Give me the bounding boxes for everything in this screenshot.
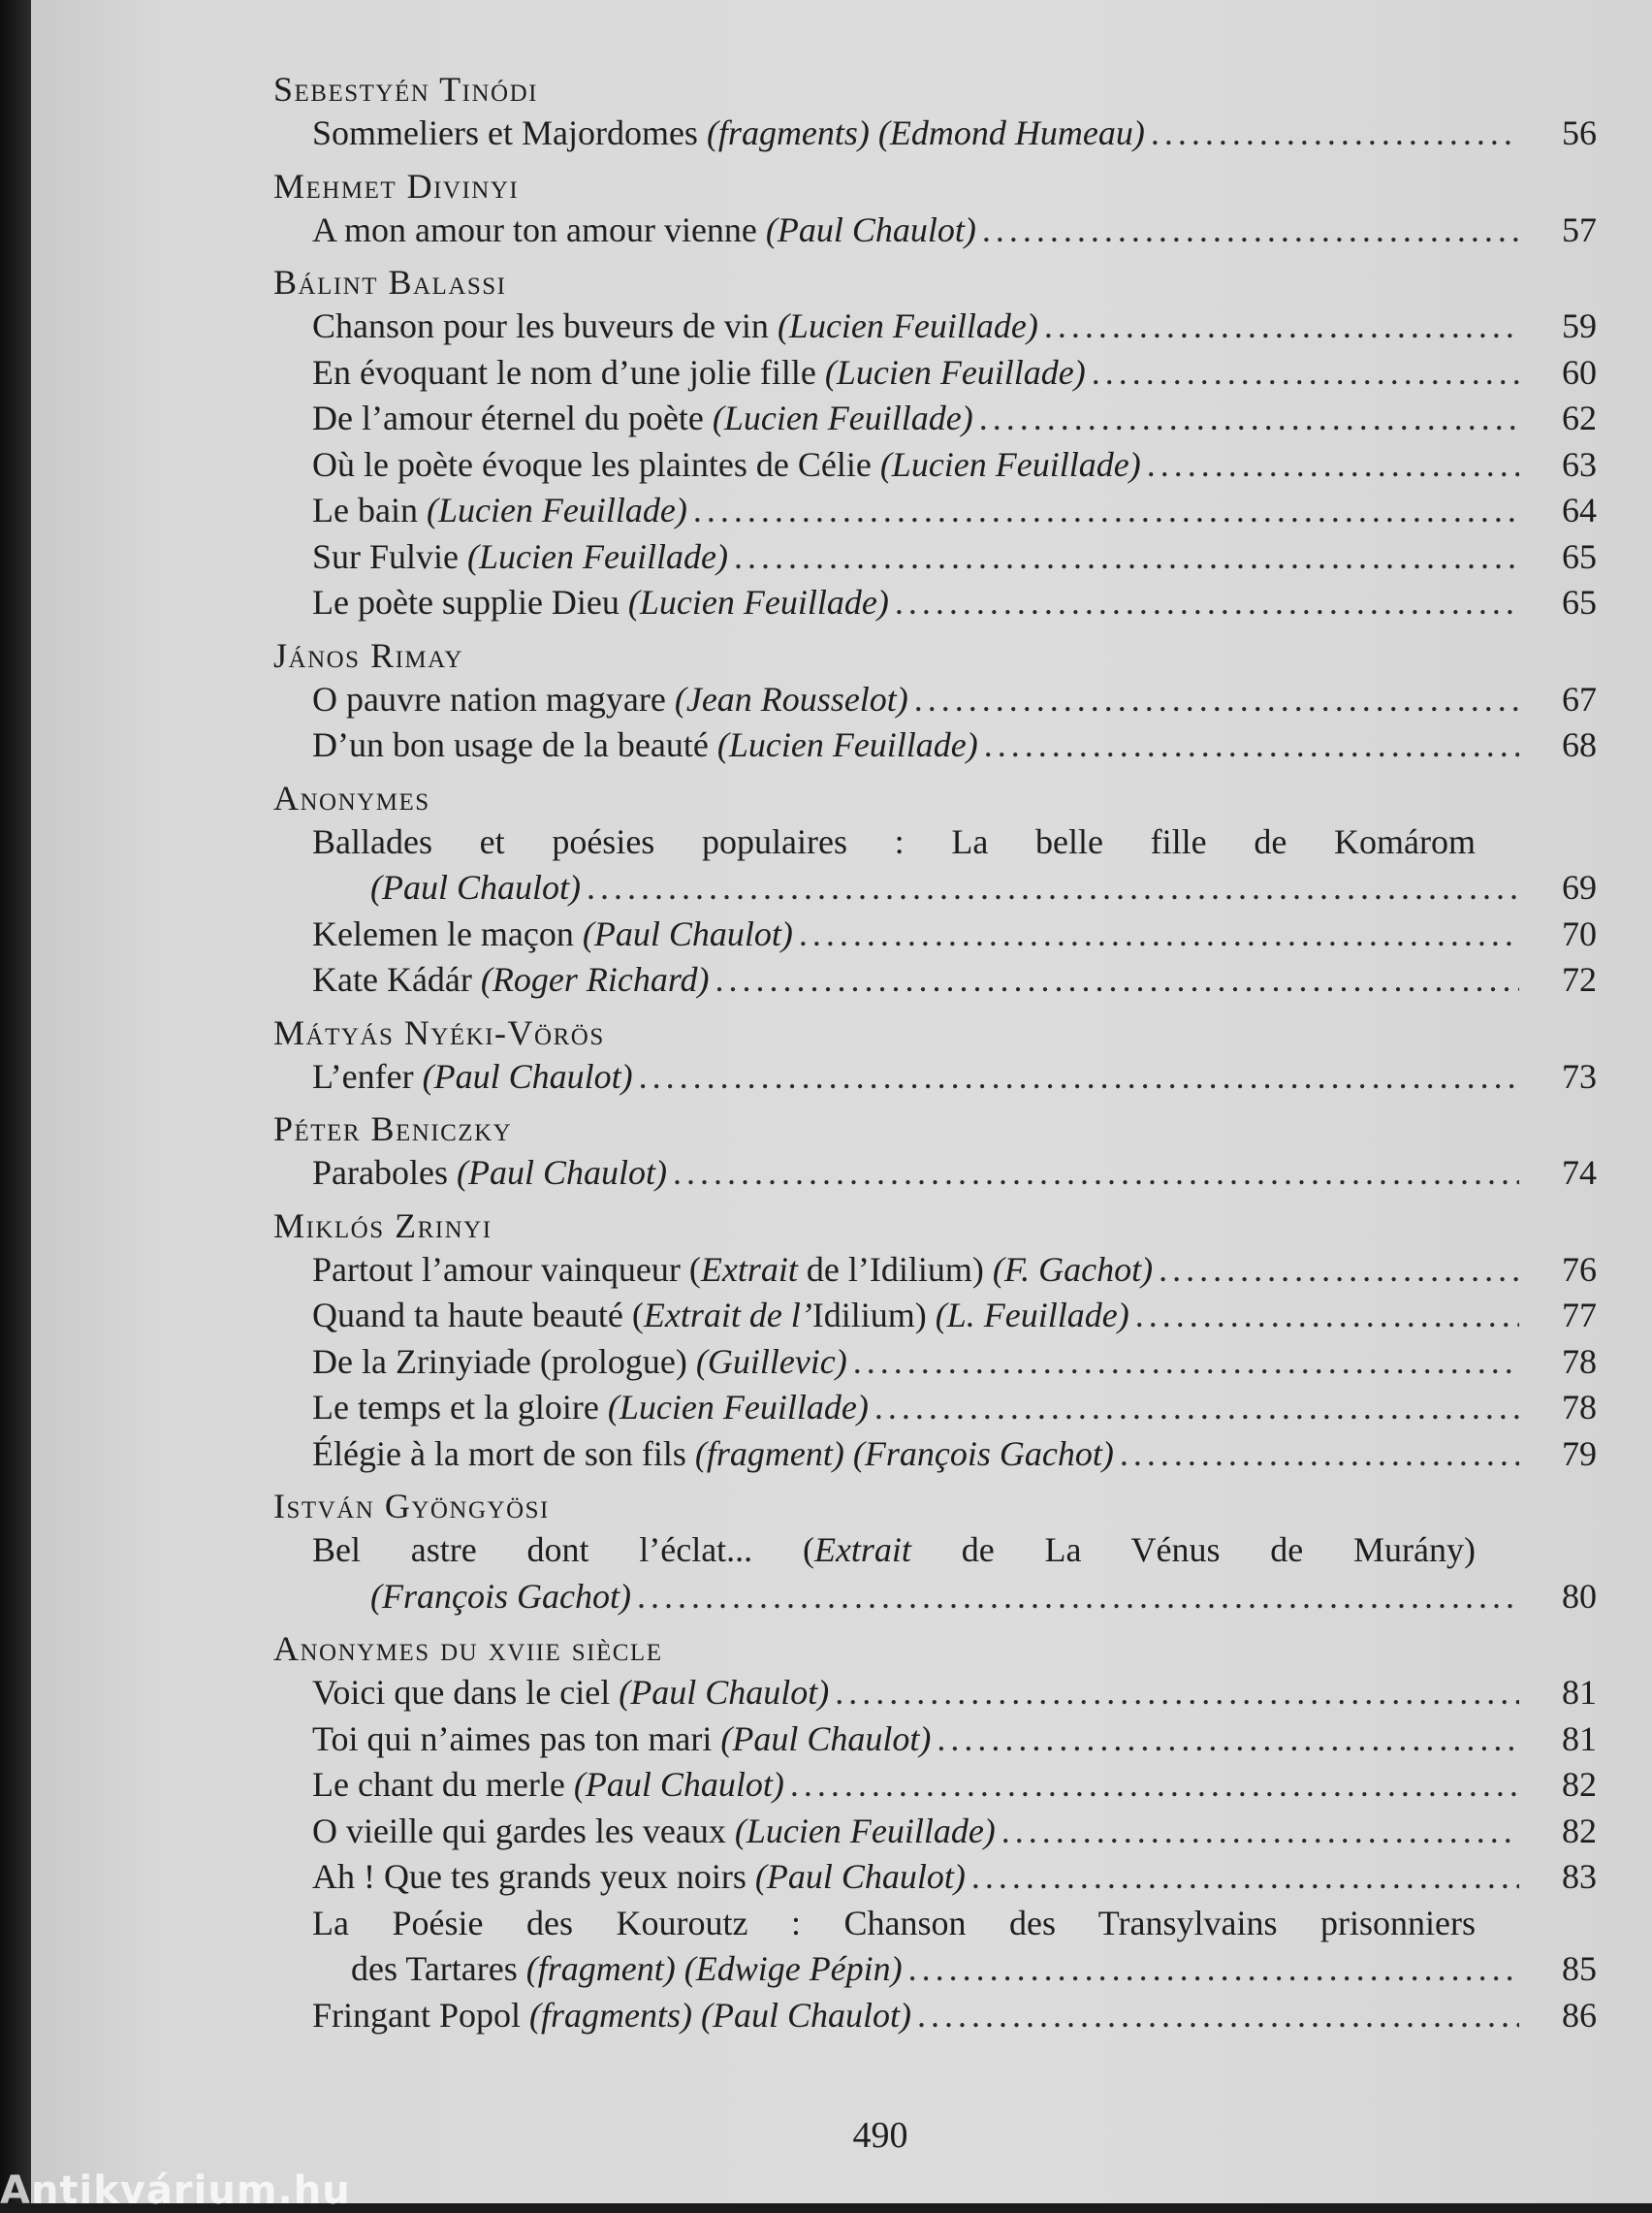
- toc-entry: Voici que dans le ciel (Paul Chaulot) . . . 81: [273, 1670, 1597, 1716]
- page-number: 73: [1562, 1056, 1597, 1096]
- toc-entry: Ah ! Que tes grands yeux noirs (Paul Chaulot) . . . 83: [273, 1854, 1597, 1901]
- page-number: 81: [1562, 1718, 1597, 1758]
- page-number: 67: [1562, 679, 1597, 719]
- page-number: 78: [1562, 1341, 1597, 1381]
- toc-entry: Kelemen le maçon (Paul Chaulot) . . . 70: [273, 912, 1597, 958]
- toc-entry-line: Ballades et poésies populaires : La belle fille de Komárom: [312, 821, 1476, 861]
- page-number: 62: [1562, 399, 1597, 437]
- page-number: 80: [1562, 1576, 1597, 1616]
- page-number: 81: [1562, 1673, 1597, 1712]
- toc-entry: D’un bon usage de la beauté (Lucien Feuillade) . . . 68: [273, 722, 1597, 769]
- toc-entry: De l’amour éternel du poète (Lucien Feuillade) . . . 62: [273, 396, 1597, 442]
- toc-entry: Élégie à la mort de son fils (fragment) (François Gachot) . . . 79: [273, 1431, 1597, 1478]
- page-number: 82: [1562, 1811, 1597, 1850]
- page-number: 83: [1562, 1857, 1597, 1896]
- toc-author: Anonymes du xviie siècle: [273, 1629, 663, 1668]
- page-number: 72: [1562, 960, 1597, 999]
- page-number: 82: [1562, 1765, 1597, 1804]
- toc-entry: De la Zrinyiade (prologue) (Guillevic) . . . 78: [273, 1339, 1597, 1386]
- toc-entry: Sommeliers et Majordomes (fragments) (Edmond Humeau) . . . 56: [273, 111, 1597, 157]
- toc-entry: Le chant du merle (Paul Chaulot) . . . 82: [273, 1762, 1597, 1809]
- page-number: 68: [1562, 725, 1597, 764]
- page-number: 76: [1562, 1249, 1597, 1289]
- table-of-contents: [273, 68, 1597, 2038]
- page-number: 65: [1562, 536, 1597, 576]
- toc-entry: O vieille qui gardes les veaux (Lucien Feuillade) . . . 82: [273, 1809, 1597, 1855]
- toc-author: Bálint Balassi: [273, 263, 507, 302]
- toc-entry: A mon amour ton amour vienne (Paul Chaulot) . . . 57: [273, 208, 1597, 254]
- page-number: 60: [1562, 352, 1597, 392]
- toc-author: Sebestyén Tinódi: [273, 70, 538, 109]
- toc-entry: (Paul Chaulot) . . . 69: [273, 865, 1597, 912]
- toc-entry: Paraboles (Paul Chaulot) . . . 74: [273, 1150, 1597, 1197]
- toc-entry: des Tartares (fragment) (Edwige Pépin) . . . 85: [273, 1946, 1597, 1993]
- page-number: 74: [1562, 1153, 1597, 1192]
- toc-author: Mehmet Divinyi: [273, 166, 520, 206]
- toc-entry: L’enfer (Paul Chaulot) . . . 73: [273, 1054, 1597, 1101]
- toc-author: Mátyás Nyéki-Vörös: [273, 1012, 605, 1052]
- page-number: 70: [1562, 914, 1597, 953]
- toc-entry-line: Bel astre dont l’éclat... (Extrait de La Vénus de Murány): [312, 1530, 1477, 1569]
- page-number: 63: [1562, 444, 1597, 484]
- page-number: 79: [1562, 1433, 1597, 1473]
- page-number: 86: [1562, 1995, 1597, 2035]
- toc-entry: Quand ta haute beauté (Extrait de l’Idilium) (L. Feuillade) . . . 77: [273, 1293, 1597, 1339]
- toc-author: Miklós Zrinyi: [273, 1205, 492, 1245]
- book-binding: [0, 0, 31, 2203]
- toc-author: István Gyöngyösi: [273, 1487, 550, 1525]
- toc-entry: Partout l’amour vainqueur (Extrait de l’Idilium) (F. Gachot) . . . 76: [273, 1247, 1597, 1294]
- toc-entry: Le temps et la gloire (Lucien Feuillade) . . . 78: [273, 1385, 1597, 1431]
- toc-entry: (François Gachot) . . . 80: [273, 1574, 1597, 1620]
- toc-entry: En évoquant le nom d’une jolie fille (Lucien Feuillade) . . . 60: [273, 350, 1597, 397]
- toc-entry: Sur Fulvie (Lucien Feuillade) . . . 65: [273, 534, 1597, 581]
- toc-entry: Le poète supplie Dieu (Lucien Feuillade) . . . 65: [273, 580, 1597, 626]
- page-number: 56: [1562, 113, 1597, 152]
- page-number: 78: [1562, 1388, 1597, 1427]
- toc-entry-line: La Poésie des Kouroutz : Chanson des Transylvains prisonniers: [312, 1903, 1476, 1942]
- toc-entry: O pauvre nation magyare (Jean Rousselot) . . . 67: [273, 677, 1597, 723]
- toc-author: János Rimay: [273, 635, 463, 675]
- page-number: 85: [1562, 1949, 1597, 1988]
- page-number: 65: [1562, 583, 1597, 622]
- toc-entry: Chanson pour les buveurs de vin (Lucien Feuillade) . . . 59: [273, 304, 1597, 350]
- toc-author: Péter Beniczky: [273, 1109, 513, 1148]
- page-number: 59: [1562, 306, 1597, 345]
- book-page: [31, 0, 1652, 2203]
- toc-entry: Toi qui n’aimes pas ton mari (Paul Chaulot) . . . 81: [273, 1716, 1597, 1763]
- toc-entry: Kate Kádár (Roger Richard) . . . 72: [273, 957, 1597, 1004]
- watermark: Antikvárium.hu: [0, 2168, 351, 2213]
- page-number: 69: [1562, 868, 1597, 907]
- page-number: 57: [1562, 209, 1597, 249]
- page-number: 64: [1562, 491, 1597, 529]
- toc-author: Anonymes: [273, 778, 430, 818]
- page-folio: 490: [852, 2115, 908, 2156]
- toc-entry: Le bain (Lucien Feuillade) . . . 64: [273, 488, 1597, 534]
- page-number: 77: [1562, 1296, 1597, 1334]
- toc-entry: Où le poète évoque les plaintes de Célie (Lucien Feuillade) . . . 63: [273, 442, 1597, 489]
- toc-entry: Fringant Popol (fragments) (Paul Chaulot) . . . 86: [273, 1993, 1597, 2039]
